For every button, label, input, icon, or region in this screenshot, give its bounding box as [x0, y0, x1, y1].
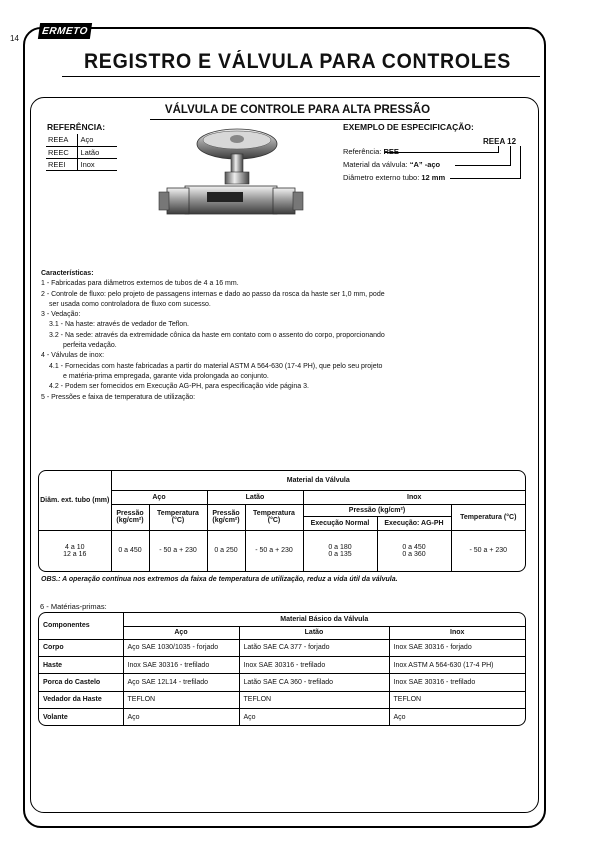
reference-row	[46, 158, 117, 170]
bracket-line	[510, 146, 511, 166]
characteristics-title: Características:	[41, 270, 94, 277]
latao-cell: Aço	[239, 709, 389, 725]
aco-cell: Aço	[123, 709, 239, 725]
basic-material-header: Material Básico da Válvula	[123, 613, 525, 626]
characteristic-item: ser usada como controladora de fluxo com sucesso.	[49, 300, 211, 308]
table-row	[39, 691, 525, 708]
materials-table	[38, 612, 526, 726]
characteristic-item: 1 - Fabricadas para diâmetros externos de tubos de 4 a 16 mm.	[41, 280, 239, 288]
latao-pressure: 0 a 250	[207, 530, 245, 571]
material-header: Material da Válvula	[111, 471, 525, 490]
reference-row	[46, 146, 117, 158]
component-name: Haste	[39, 656, 123, 673]
component-name: Vedador da Haste	[39, 691, 123, 708]
latao-temperature-header: Temperatura (°C)	[245, 504, 303, 530]
inox-agph-pressure	[377, 530, 451, 571]
aco-pressure: 0 a 450	[111, 530, 149, 571]
aco-cell: Aço SAE 1030/1035 - forjado	[123, 639, 239, 656]
exec-agph-header: Execução: AG-PH	[377, 516, 451, 530]
table-row	[39, 656, 525, 673]
example-label: Material da válvula:	[343, 160, 410, 169]
component-name: Volante	[39, 709, 123, 725]
characteristic-item: e matéria-prima empregada, garante vida prolongada ao conjunto.	[63, 372, 269, 380]
characteristic-item: 5 - Pressões e faixa de temperatura de utilização:	[41, 393, 196, 401]
example-line-diameter	[343, 173, 445, 182]
inox-normal-pressure	[303, 530, 377, 571]
inox-cell: Inox ASTM A 564-630 (17-4 PH)	[389, 656, 525, 673]
components-header: Componentes	[39, 613, 123, 639]
inox-temperature-header: Temperatura (°C)	[451, 504, 525, 530]
example-code: REEA 12	[483, 137, 517, 146]
example-value: 12 mm	[421, 173, 446, 182]
reference-title: REFERÊNCIA:	[47, 122, 106, 132]
observation-note: OBS.: A operação contínua nos extremos da faixa de temperatura de utilização, reduz a vida útil da válvula.	[41, 576, 398, 583]
valve-illustration	[155, 126, 305, 232]
reference-code: REEA	[46, 134, 77, 146]
reference-material: Latão	[77, 146, 117, 158]
diameter-values	[39, 530, 111, 571]
characteristic-item: 4.2 - Podem ser fornecidos em Execução AG-PH, para especificação vide página 3.	[49, 383, 309, 391]
inox-cell: TEFLON	[389, 691, 525, 708]
example-line-material	[343, 160, 440, 169]
aco-temperature-header: Temperatura (°C)	[149, 504, 207, 530]
bracket-line	[498, 146, 499, 153]
latao-temperature: - 50 a + 230	[245, 530, 303, 571]
component-name: Corpo	[39, 639, 123, 656]
diameter-value: 4 a 10	[65, 543, 85, 551]
component-name: Porca do Castelo	[39, 674, 123, 691]
aco-temperature: - 50 a + 230	[149, 530, 207, 571]
aco-pressure-header: Pressão (kg/cm²)	[111, 504, 149, 530]
table-row	[39, 709, 525, 725]
characteristic-item: 4 - Válvulas de inox:	[41, 352, 105, 360]
page-number: 14	[10, 34, 19, 43]
characteristics	[41, 269, 481, 403]
column-aco: Aço	[123, 626, 239, 639]
bracket-line	[520, 146, 521, 179]
reference-code: REEC	[46, 146, 77, 158]
inox-header: Inox	[303, 490, 525, 504]
example-value: REE	[383, 147, 399, 156]
inox-agph-value: 0 a 360	[402, 550, 426, 558]
aco-cell: Inox SAE 30316 - trefilado	[123, 656, 239, 673]
table-row	[39, 639, 525, 656]
characteristic-item: 2 - Controle de fluxo: pelo projeto de passagens internas e dado ao passo da rosca da haste ser 1,0 mm, pode	[41, 290, 385, 298]
inox-temperature: - 50 a + 230	[451, 530, 525, 571]
inox-cell: Aço	[389, 709, 525, 725]
section-underline	[150, 119, 430, 120]
characteristic-item: 3.2 - Na sede: através da extremidade cônica da haste em contato com o assento do corpo, proporcionando	[49, 331, 385, 339]
inox-cell: Inox SAE 30316 - trefilado	[389, 674, 525, 691]
latao-header: Latão	[207, 490, 303, 504]
latao-cell: TEFLON	[239, 691, 389, 708]
bracket-line	[450, 178, 520, 179]
example-value: “A” -aço	[409, 160, 441, 169]
aco-header: Aço	[111, 490, 207, 504]
latao-pressure-header: Pressão (kg/cm²)	[207, 504, 245, 530]
materials-title: 6 - Matérias-primas:	[40, 602, 107, 611]
reference-code: REEI	[46, 158, 77, 170]
latao-cell: Latão SAE CA 377 - forjado	[239, 639, 389, 656]
pressure-table	[38, 470, 526, 572]
aco-cell: TEFLON	[123, 691, 239, 708]
inox-agph-value: 0 a 450	[402, 543, 426, 551]
aco-cell: Aço SAE 12L14 - trefilado	[123, 674, 239, 691]
bracket-line	[385, 152, 498, 153]
ermeto-logo: ERMETO	[38, 23, 92, 39]
inox-pressure-header: Pressão (kg/cm²)	[303, 504, 451, 516]
reference-row	[46, 134, 117, 146]
exec-normal-header: Execução Normal	[303, 516, 377, 530]
reference-table	[46, 134, 117, 171]
characteristic-item: 4.1 - Fornecidas com haste fabricadas a partir do material ASTM A 564-630 (17-4 PH), que pelo seu projeto	[49, 362, 383, 370]
diameter-header: Diâm. ext. tubo (mm)	[39, 471, 111, 530]
latao-cell: Latão SAE CA 360 - trefilado	[239, 674, 389, 691]
diameter-value: 12 a 16	[63, 550, 87, 558]
inox-normal-value: 0 a 135	[328, 550, 352, 558]
inox-normal-value: 0 a 180	[328, 543, 352, 551]
page-title: REGISTRO E VÁLVULA PARA CONTROLES	[83, 50, 512, 73]
characteristic-item: 3.1 - Na haste: através de vedador de Teflon.	[49, 321, 189, 329]
example-label: Diâmetro externo tubo:	[343, 173, 422, 182]
example-title: EXEMPLO DE ESPECIFICAÇÃO:	[343, 122, 474, 132]
section-title: VÁLVULA DE CONTROLE PARA ALTA PRESSÃO	[164, 104, 431, 116]
column-inox: Inox	[389, 626, 525, 639]
reference-material: Inox	[77, 158, 117, 170]
example-label: Referência:	[343, 147, 384, 156]
latao-cell: Inox SAE 30316 - trefilado	[239, 656, 389, 673]
inox-cell: Inox SAE 30316 - forjado	[389, 639, 525, 656]
bracket-line	[455, 165, 510, 166]
column-latao: Latão	[239, 626, 389, 639]
reference-material: Aço	[77, 134, 117, 146]
table-row	[39, 674, 525, 691]
title-underline	[62, 76, 540, 77]
characteristic-item: perfeita vedação.	[63, 342, 117, 350]
characteristic-item: 3 - Vedação:	[41, 311, 81, 319]
